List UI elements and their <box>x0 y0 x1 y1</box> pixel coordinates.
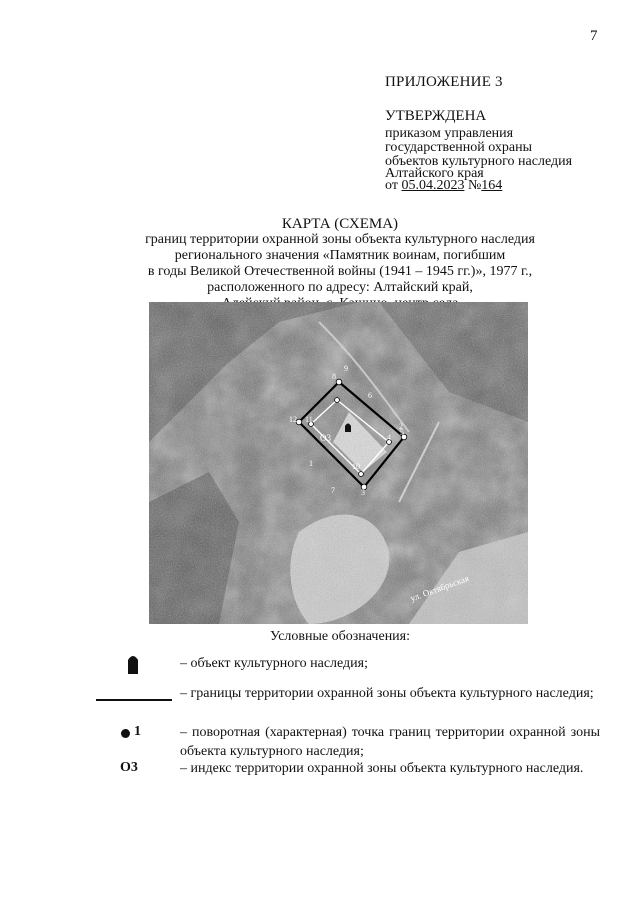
title-line-2: регионального значения «Памятник воинам, погибшим <box>174 248 506 263</box>
order-line-2: государственной охраны <box>385 140 533 155</box>
map-point-label: 2 <box>399 422 403 431</box>
turning-point-label: 1 <box>134 724 141 739</box>
map-point-label: 4 <box>387 433 391 442</box>
map-title-block <box>100 216 580 312</box>
legend-text-turning-point: – поворотная (характерная) точка границ территории охранной зоны объекта культурного наследия; <box>180 725 600 759</box>
legend-item-boundary <box>90 684 600 724</box>
page-number: 7 <box>590 28 598 44</box>
number-prefix: № <box>467 178 482 193</box>
legend-text-monument: – объект культурного наследия; <box>180 656 368 671</box>
monument-icon <box>90 652 176 681</box>
map-street-label: ул. Октябрьская <box>409 573 471 604</box>
title-line-4: расположенного по адресу: Алтайский край, <box>207 280 473 295</box>
map-point-label: 8 <box>332 372 336 381</box>
map-point-label: 11 <box>305 415 313 424</box>
date-prefix: от <box>385 178 398 193</box>
order-line-4: Алтайского края <box>385 166 484 181</box>
legend-item-zone-index: О3 – индекс территории охранной зоны объекта культурного наследия. <box>90 759 600 799</box>
map-point-label: 9 <box>344 364 348 373</box>
boundary-line-icon <box>90 690 176 708</box>
map-image <box>149 302 528 624</box>
order-line-1: приказом управления <box>385 126 514 141</box>
map-point-label: 12 <box>289 415 297 424</box>
map-point-label: 1 <box>309 459 313 468</box>
order-line-3: объектов культурного наследия <box>385 154 573 169</box>
map-zone-index: О3 <box>320 433 331 443</box>
legend-item-turning-point <box>90 723 600 763</box>
map-point-label: 7 <box>331 486 335 495</box>
order-number: 164 <box>481 178 503 193</box>
map-point-label: 5 <box>400 428 404 437</box>
title-line-1: границ территории охранной зоны объекта культурного наследия <box>145 232 535 247</box>
legend-title: Условные обозначения: <box>269 629 411 644</box>
map-point-label: 6 <box>368 391 372 400</box>
appendix-heading: ПРИЛОЖЕНИЕ 3 <box>385 74 503 90</box>
satellite-map <box>149 302 528 624</box>
legend-item-monument <box>90 652 600 676</box>
legend-text-boundary: – границы территории охранной зоны объекта культурного наследия; <box>180 686 594 701</box>
title-line-3: в годы Великой Отечественной войны (1941 – 1945 гг.)», 1977 г., <box>147 264 533 279</box>
map-title: КАРТА (СХЕМА) <box>281 216 399 232</box>
order-date-line <box>385 178 502 194</box>
legend-text-zone-index: – индекс территории охранной зоны объекта культурного наследия. <box>180 761 584 776</box>
approved-heading: УТВЕРЖДЕНА <box>385 108 487 124</box>
order-date: 05.04.2023 <box>401 178 465 193</box>
map-point-label: 10 <box>352 462 360 471</box>
map-point-label: 3 <box>361 488 365 497</box>
